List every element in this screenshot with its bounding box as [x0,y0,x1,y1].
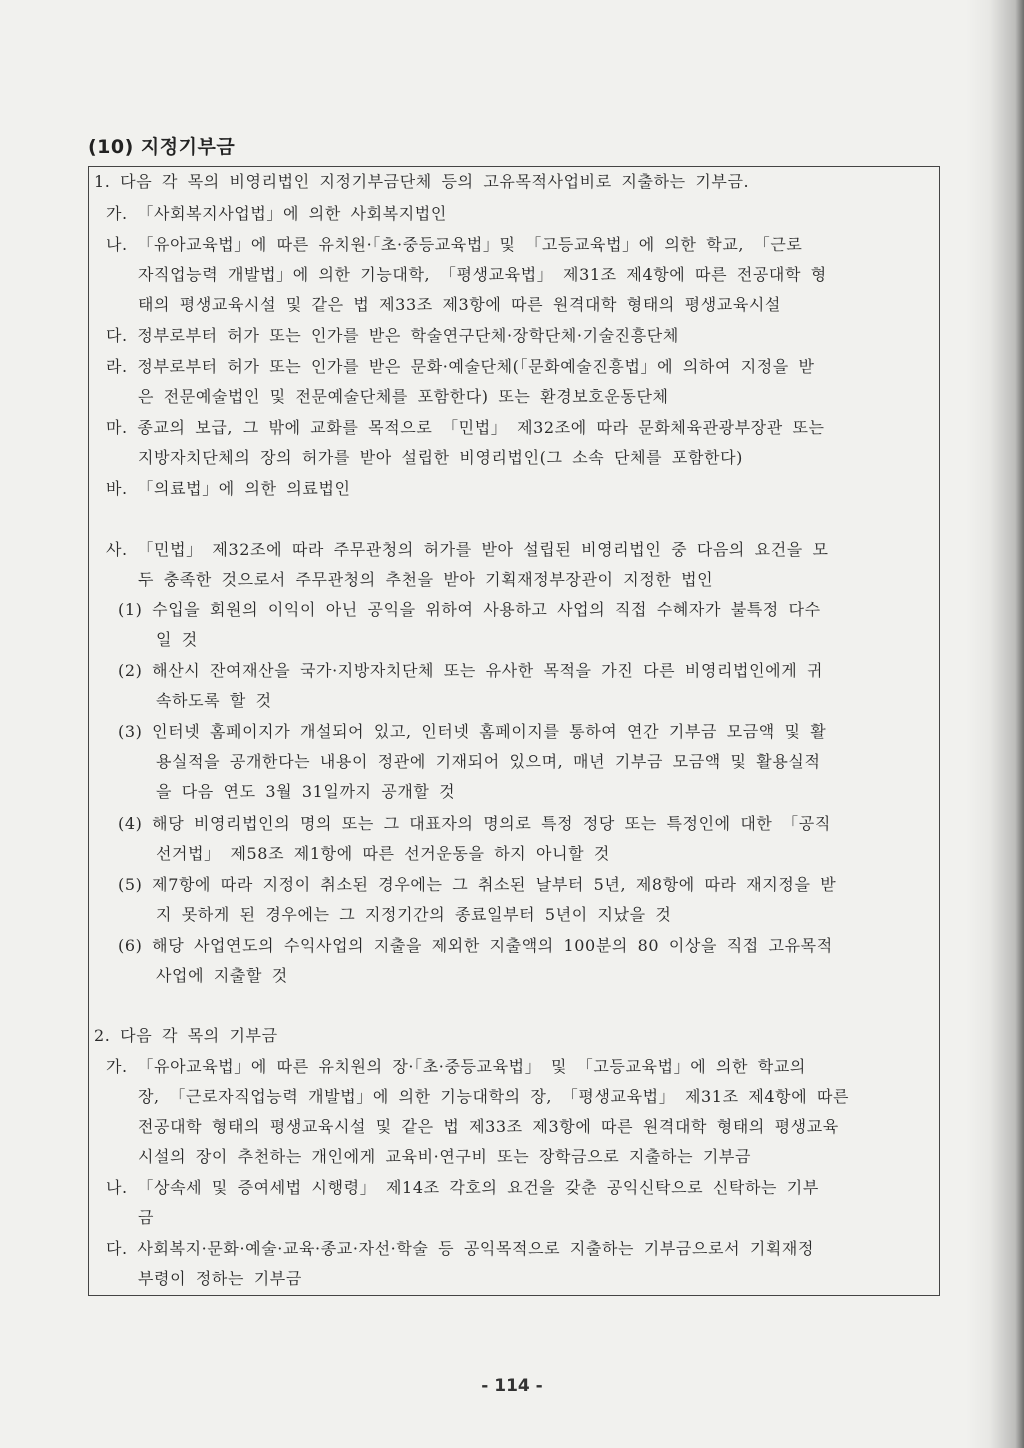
sa-subitem-1-line1: (1) 수입을 회원의 이익이 아닌 공익을 위하여 사용하고 사업의 직접 수혜자가 불특정 다수 [118,600,821,619]
page-edge-shadow [966,0,1024,1448]
sa-subitem-5-line2: 지 못하게 된 경우에는 그 지정기간의 종료일부터 5년이 지났을 것 [156,905,672,924]
part1-item-na-line2: 자직업능력 개발법」에 의한 기능대학, 「평생교육법」 제31조 제4항에 따른 전공대학 형 [138,265,827,284]
part1-heading: 1. 다음 각 목의 비영리법인 지정기부금단체 등의 고유목적사업비로 지출하는 기부금. [94,172,750,191]
sa-subitem-3-line1: (3) 인터넷 홈페이지가 개설되어 있고, 인터넷 홈페이지를 통하여 연간 기부금 모금액 및 활 [118,722,827,741]
sa-subitem-6-line1: (6) 해당 사업연도의 수익사업의 지출을 제외한 지출액의 100분의 80 이상을 직접 고유목적 [118,936,833,955]
sa-subitem-2-line1: (2) 해산시 잔여재산을 국가·지방자치단체 또는 유사한 목적을 가진 다른 비영리법인에게 귀 [118,661,824,680]
sa-subitem-3-line2: 용실적을 공개한다는 내용이 정관에 기재되어 있으며, 매년 기부금 모금액 및 활용실적 [156,752,821,771]
sa-subitem-4-line2: 선거법」 제58조 제1항에 따른 선거운동을 하지 아니할 것 [156,844,610,863]
section-title: (10) 지정기부금 [88,136,236,158]
part2-item-ga-line4: 시설의 장이 추천하는 개인에게 교육비·연구비 또는 장학금으로 지출하는 기부금 [138,1147,752,1166]
part1-item-ga: 가. 「사회복지사업법」에 의한 사회복지법인 [106,204,447,223]
sa-subitem-3-line3: 을 다음 연도 3월 31일까지 공개할 것 [156,782,456,801]
part2-item-ga-line2: 장, 「근로자직업능력 개발법」에 의한 기능대학의 장, 「평생교육법」 제31조 제4항에 따른 [138,1087,850,1106]
sa-subitem-1-line2: 일 것 [156,630,198,649]
sa-subitem-4-line1: (4) 해당 비영리법인의 명의 또는 그 대표자의 명의로 특정 정당 또는 특정인에 대한 「공직 [118,814,831,833]
part2-item-da-line2: 부령이 정하는 기부금 [138,1269,302,1288]
page-number: - 114 - [481,1376,543,1396]
part1-item-sa-line2: 두 충족한 것으로서 주무관청의 추천을 받아 기획재정부장관이 지정한 법인 [138,570,714,589]
part2-item-na-line2: 금 [138,1208,155,1227]
sa-subitem-5-line1: (5) 제7항에 따라 지정이 취소된 경우에는 그 취소된 날부터 5년, 제8항에 따라 재지정을 받 [118,875,837,894]
part2-heading: 2. 다음 각 목의 기부금 [94,1026,278,1045]
part2-item-ga-line3: 전공대학 형태의 평생교육시설 및 같은 법 제33조 제3항에 따른 원격대학 형태의 평생교육 [138,1117,839,1136]
part1-item-ra-line2: 은 전문예술법인 및 전문예술단체를 포함한다) 또는 환경보호운동단체 [138,387,669,406]
part2-item-da-line1: 다. 사회복지·문화·예술·교육·종교·자선·학술 등 공익목적으로 지출하는 기부금으로서 기획재정 [106,1239,815,1258]
part1-item-ba: 바. 「의료법」에 의한 의료법인 [106,479,351,498]
sa-subitem-2-line2: 속하도록 할 것 [156,691,272,710]
part1-item-na-line1: 나. 「유아교육법」에 따른 유치원·「초·중등교육법」및 「고등교육법」에 의한 학교, 「근로 [106,235,803,254]
part1-item-sa-line1: 사. 「민법」 제32조에 따라 주무관청의 허가를 받아 설립된 비영리법인 중 다음의 요건을 모 [106,540,829,559]
part1-item-ma-line1: 마. 종교의 보급, 그 밖에 교화를 목적으로 「민법」 제32조에 따라 문화체육관광부장관 또는 [106,418,825,437]
part2-item-ga-line1: 가. 「유아교육법」에 따른 유치원의 장·「초·중등교육법」 및 「고등교육법」에 의한 학교의 [106,1057,806,1076]
part1-item-na-line3: 태의 평생교육시설 및 같은 법 제33조 제3항에 따른 원격대학 형태의 평생교육시설 [138,295,781,314]
part1-item-da: 다. 정부로부터 허가 또는 인가를 받은 학술연구단체·장학단체·기술진흥단체 [106,326,679,345]
part2-item-na-line1: 나. 「상속세 및 증여세법 시행령」 제14조 각호의 요건을 갖춘 공익신탁으로 신탁하는 기부 [106,1178,819,1197]
part1-item-ma-line2: 지방자치단체의 장의 허가를 받아 설립한 비영리법인(그 소속 단체를 포함한다) [138,448,743,467]
sa-subitem-6-line2: 사업에 지출할 것 [156,966,288,985]
part1-item-ra-line1: 라. 정부로부터 허가 또는 인가를 받은 문화·예술단체(「문화예술진흥법」에 의하여 지정을 받 [106,357,815,376]
